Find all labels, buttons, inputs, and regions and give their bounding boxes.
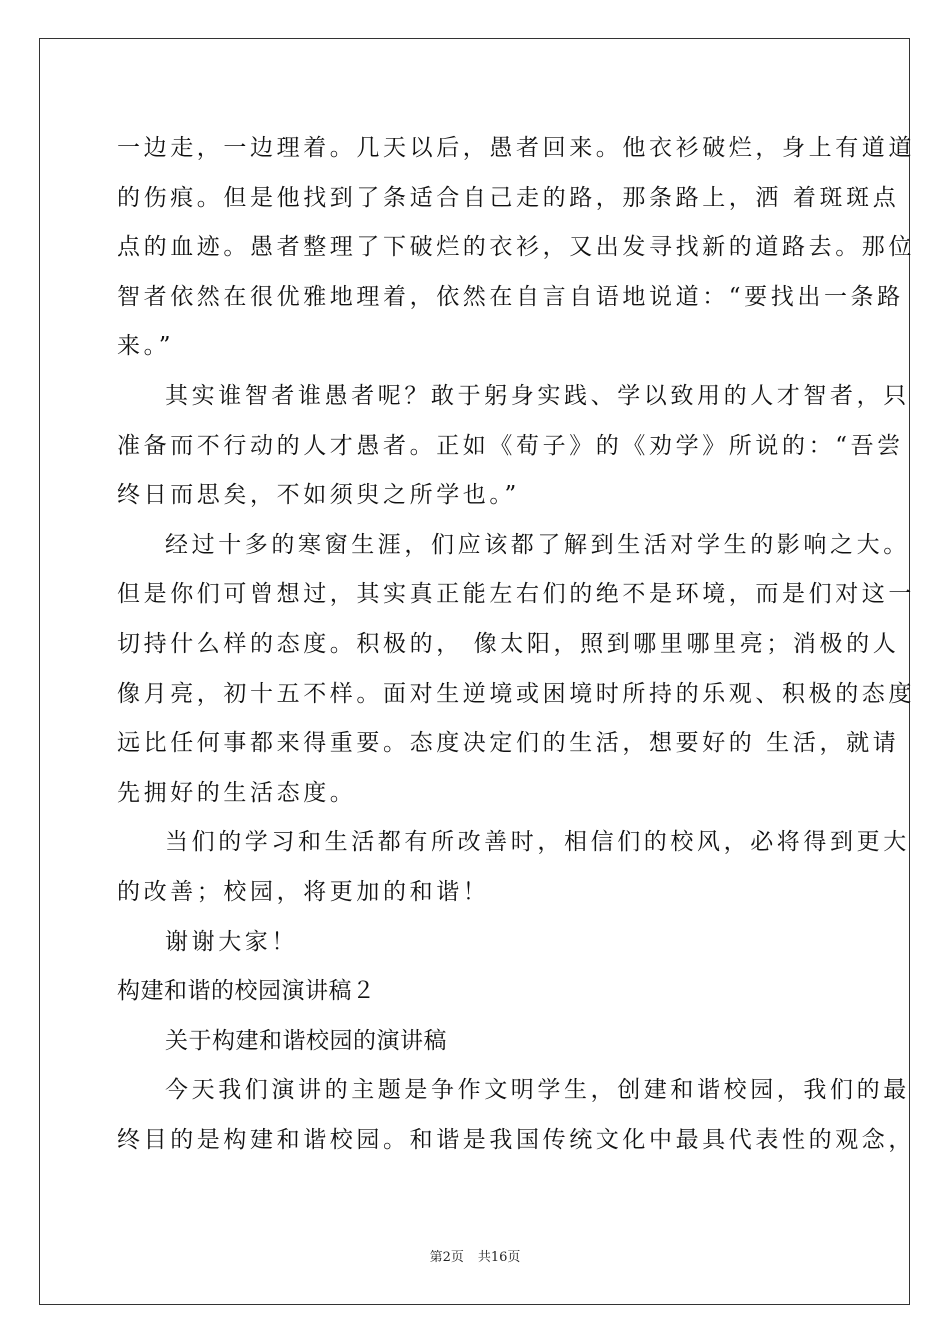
paragraph-first-line: 其实谁智者谁愚者呢？敢于躬身实践、学以致用的人才智者，只 (165, 382, 910, 409)
paragraph-first-line: 经过十多的寒窗生涯，们应该都了解到生活对学生的影响之大。 (165, 531, 910, 558)
text-line: 终日而思矣，不如须臾之所学也。” (117, 482, 520, 509)
speech-subtitle: 关于构建和谐校园的演讲稿 (165, 1027, 447, 1054)
paragraph-first-line: 今天我们演讲的主题是争作文明学生，创建和谐校园，我们的最 (165, 1077, 910, 1104)
text-line: 切持什么样的态度。积极的， 像太阳，照到哪里哪里亮；消极的人 (117, 630, 900, 657)
text-line: 像月亮，初十五不样。面对生逆境或困境时所持的乐观、积极的态度 (117, 680, 915, 707)
text-line: 先拥好的生活态度。 (117, 779, 357, 806)
section-title: 构建和谐的校园演讲稿２ (117, 978, 376, 1005)
total-pages: 共16页 (477, 1250, 521, 1265)
text-line: 一边走，一边理着。几天以后，愚者回来。他衣衫破烂，身上有道道 (117, 135, 915, 161)
paragraph-first-line: 当们的学习和生活都有所改善时，相信们的校风，必将得到更大 (165, 829, 910, 856)
text-line: 来。” (117, 333, 175, 360)
text-line: 点的血迹。愚者整理了下破烂的衣衫，又出发寻找新的道路去。那位 (117, 234, 915, 261)
text-line: 远比任何事都来得重要。态度决定们的生活，想要好的 生活，就请 (117, 730, 900, 757)
text-line: 终目的是构建和谐校园。和谐是我国传统文化中最具代表性的观念， (117, 1126, 915, 1153)
text-line: 智者依然在很优雅地理着，依然在自言自语地说道：“要找出一条路 (117, 283, 904, 310)
text-line: 的改善；校园，将更加的和谐！ (117, 878, 490, 905)
text-line: 但是你们可曾想过，其实真正能左右们的绝不是环境，而是们对这一 (117, 581, 915, 608)
text-line: 准备而不行动的人才愚者。正如《荀子》的《劝学》所说的：“吾尝 (117, 432, 904, 459)
text-line: 的伤痕。但是他找到了条适合自己走的路，那条路上，洒 着斑斑点 (117, 184, 900, 211)
closing-thanks: 谢谢大家！ (165, 928, 298, 955)
page-footer (0, 1246, 950, 1265)
page-number: 第2页 (429, 1250, 464, 1265)
document-body (117, 124, 915, 1165)
